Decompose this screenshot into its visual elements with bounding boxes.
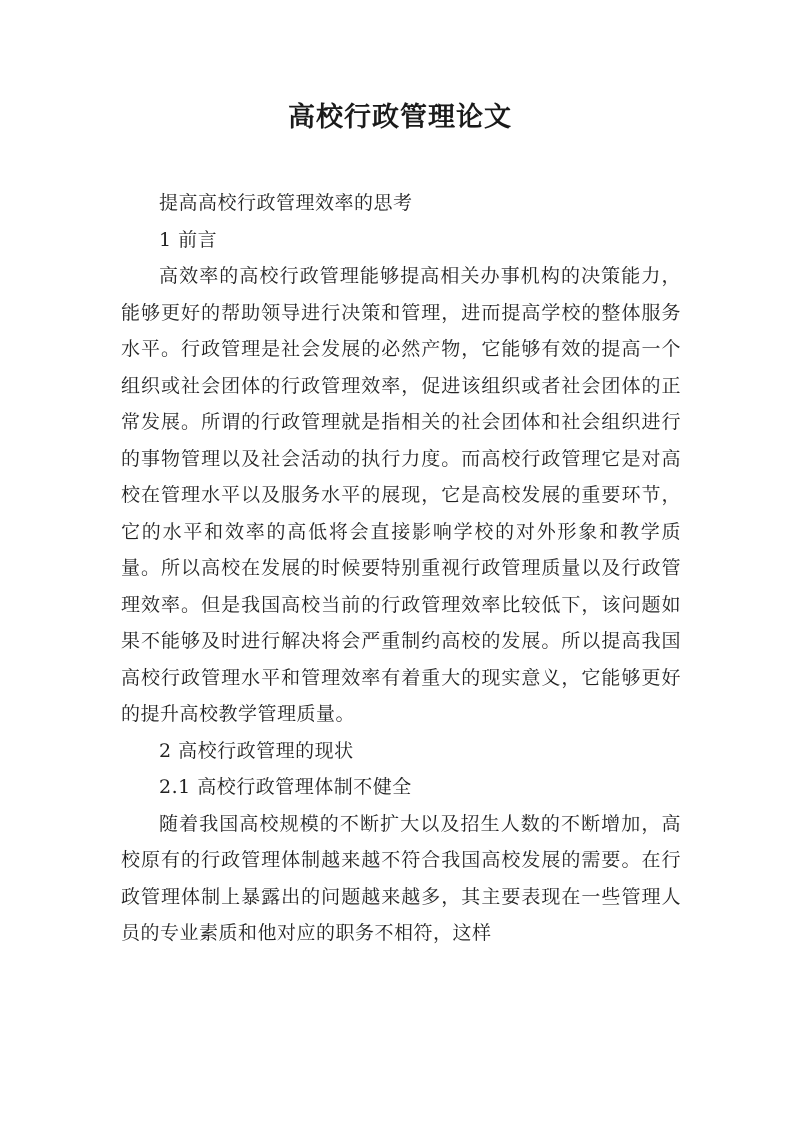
body-paragraph: 高效率的高校行政管理能够提高相关办事机构的决策能力，能够更好的帮助领导进行决策和管理，进而提高学校的整体服务水平。行政管理是社会发展的必然产物，它能够有效的提高一个组织或社会团体的行政管理效率，促进该组织或者社会团体的正常发展。所谓的行政管理就是指相关的社会团体和社会组织进行的事物管理以及社会活动的执行力度。而高校行政管理它是对高校在管理水平以及服务水平的展现，它是高校发展的重要环节，它的水平和效率的高低将会直接影响学校的对外形象和教学质量。所以高校在发展的时候要特别重视行政管理质量以及行政管理效率。但是我国高校当前的行政管理效率比较低下，该问题如果不能够及时进行解决将会严重制约高校的发展。所以提高我国高校行政管理水平和管理效率有着重大的现实意义，它能够更好的提升高校教学管理质量。	[121, 265, 681, 725]
subsection-heading-2-1: 2.1 高校行政管理体制不健全	[159, 776, 412, 798]
section-heading-2: 2 高校行政管理的现状	[159, 739, 354, 762]
body-paragraph: 随着我国高校规模的不断扩大以及招生人数的不断增加，高校原有的行政管理体制越来越不符合我国高校发展的需要。在行政管理体制上暴露出的问题越来越多，其主要表现在一些管理人员的专业素质和他对应的职务不相符，这样	[121, 812, 681, 944]
document-title: 高校行政管理论文	[288, 102, 512, 133]
subtitle-paragraph: 提高高校行政管理效率的思考	[159, 192, 413, 214]
document-body	[121, 185, 681, 952]
section-heading-1: 1 前言	[159, 228, 218, 251]
